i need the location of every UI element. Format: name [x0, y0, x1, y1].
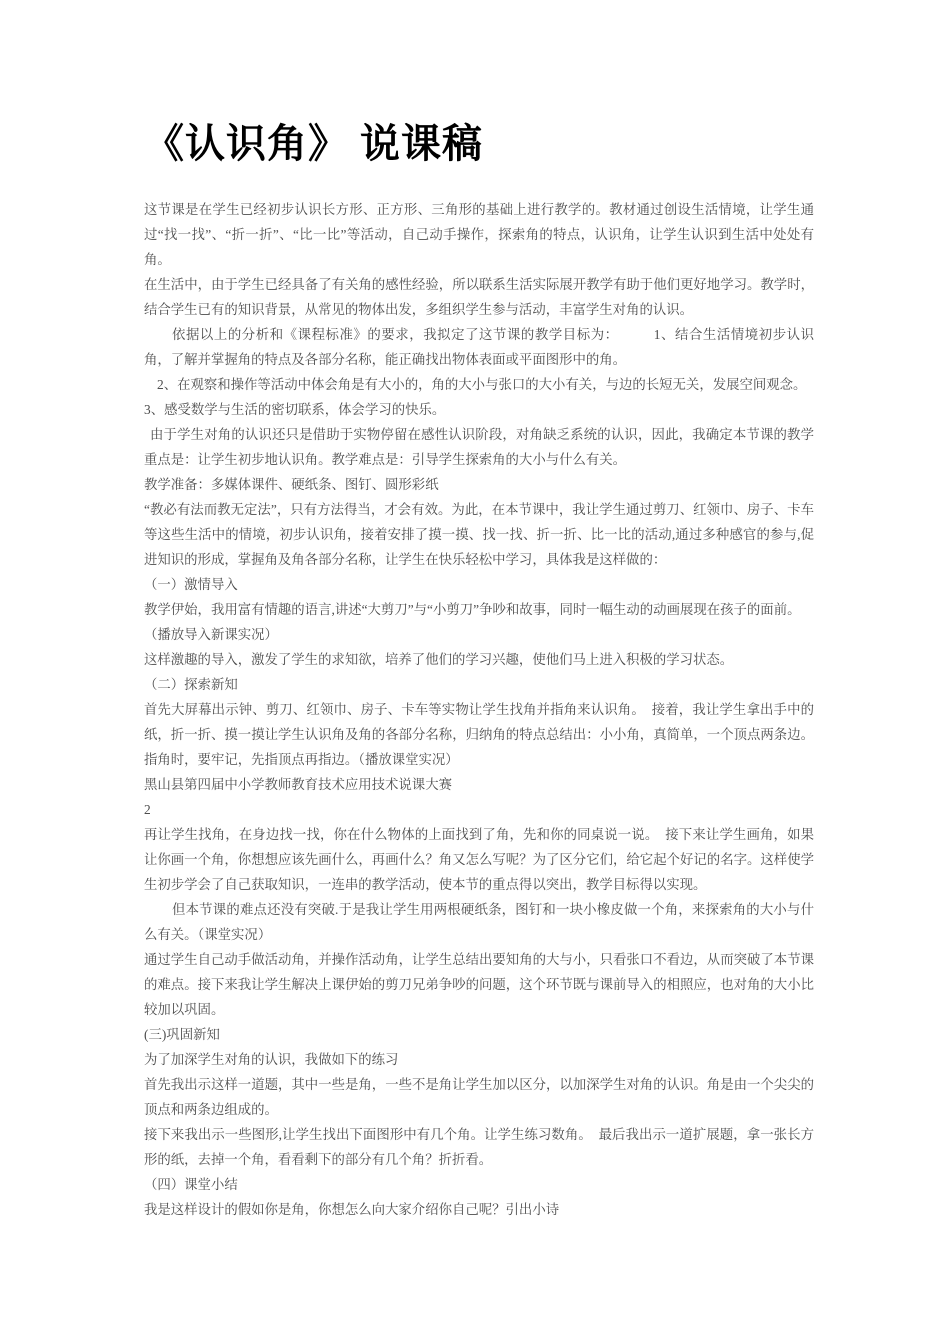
paragraph: （四）课堂小结 [144, 1177, 238, 1192]
paragraph: 我是这样设计的假如你是角，你想怎么向大家介绍你自己呢？引出小诗 [144, 1202, 560, 1217]
paragraph: 首先大屏幕出示钟、剪刀、红领巾、房子、卡车等实物让学生找角并指角来认识角。 接着，我让学生拿出手中的纸，折一折、摸一摸让学生认识角及角的各部分名称，归纳角的特点总结出：小小角，真简单，一个顶点两条边。指角时，要牢记，先指顶点再指边。（播放课堂实况） [144, 702, 814, 767]
paragraph: 教学伊始，我用富有情趣的语言,讲述“大剪刀”与“小剪刀”争吵和故事，同时一幅生动的动画展现在孩子的面前。 [144, 602, 801, 617]
paragraph: 为了加深学生对角的认识，我做如下的练习 [144, 1052, 399, 1067]
paragraph: 2 [144, 802, 151, 817]
paragraph: 黑山县第四届中小学教师教育技术应用技术说课大赛 [144, 777, 452, 792]
paragraph: 但本节课的难点还没有突破.于是我让学生用两根硬纸条，图钉和一块小橡皮做一个角，来探索角的大小与什么有关。（课堂实况） [144, 902, 814, 942]
paragraph: (三)巩固新知 [144, 1027, 220, 1042]
paragraph: 通过学生自己动手做活动角，并操作活动角，让学生总结出要知角的大与小，只看张口不看边，从而突破了本节课的难点。接下来我让学生解决上课伊始的剪刀兄弟争吵的问题，这个环节既与课前导入的相照应，也对角的大小比较加以巩固。 [144, 952, 814, 1017]
page-title: 《认识角》 说课稿 [144, 121, 483, 166]
paragraph: 教学准备：多媒体课件、硬纸条、图钉、圆形彩纸 [144, 477, 439, 492]
paragraph: 3、感受数学与生活的密切联系，体会学习的快乐。 [144, 402, 446, 417]
paragraph: 这节课是在学生已经初步认识长方形、正方形、三角形的基础上进行教学的。教材通过创设生活情境，让学生通过“找一找”、“折一折”、“比一比”等活动，自己动手操作，探索角的特点，认识角，让学生认识到生活中处处有角。 [144, 202, 814, 267]
paragraph: 2、在观察和操作等活动中体会角是有大小的，角的大小与张口的大小有关，与边的长短无关，发展空间观念。 [157, 377, 807, 392]
paragraph: 在生活中，由于学生已经具备了有关角的感性经验，所以联系生活实际展开教学有助于他们更好地学习。教学时，结合学生已有的知识背景，从常见的物体出发，多组织学生参与活动，丰富学生对角的认识。 [144, 277, 814, 317]
paragraph: 首先我出示这样一道题，其中一些是角，一些不是角让学生加以区分，以加深学生对角的认识。角是由一个尖尖的顶点和两条边组成的。 [144, 1077, 814, 1117]
paragraph: 再让学生找角，在身边找一找，你在什么物体的上面找到了角，先和你的同桌说一说。 接下来让学生画角，如果让你画一个角，你想想应该先画什么，再画什么？角又怎么写呢？为了区分它们，给它起个好记的名字。这样使学生初步学会了自己获取知识，一连串的教学活动，使本节的重点得以突出，教学目标得以实现。 [144, 827, 814, 892]
paragraph: （播放导入新课实况） [144, 627, 278, 642]
document-body [144, 197, 814, 1222]
paragraph: 依据以上的分析和《课程标准》的要求，我拟定了这节课的教学目标为： 1、结合生活情境初步认识角，了解并掌握角的特点及各部分名称，能正确找出物体表面或平面图形中的角。 [144, 327, 814, 367]
paragraph: 接下来我出示一些图形,让学生找出下面图形中有几个角。让学生练习数角。 最后我出示一道扩展题，拿一张长方形的纸，去掉一个角，看看剩下的部分有几个角？折折看。 [144, 1127, 814, 1167]
paragraph: （二）探索新知 [144, 677, 238, 692]
paragraph: “教必有法而教无定法”，只有方法得当，才会有效。为此，在本节课中，我让学生通过剪刀、红领巾、房子、卡车等这些生活中的情境，初步认识角，接着安排了摸一摸、找一找、折一折、比一比的活动,通过多种感官的参与,促进知识的形成，掌握角及角各部分名称，让学生在快乐轻松中学习，具体我是这样做的： [144, 502, 814, 567]
paragraph: 由于学生对角的认识还只是借助于实物停留在感性认识阶段，对角缺乏系统的认识，因此，我确定本节课的教学重点是：让学生初步地认识角。教学难点是：引导学生探索角的大小与什么有关。 [144, 427, 814, 467]
paragraph: 这样激趣的导入，激发了学生的求知欲，培养了他们的学习兴趣，使他们马上进入积极的学习状态。 [144, 652, 734, 667]
paragraph: （一）激情导入 [144, 577, 238, 592]
